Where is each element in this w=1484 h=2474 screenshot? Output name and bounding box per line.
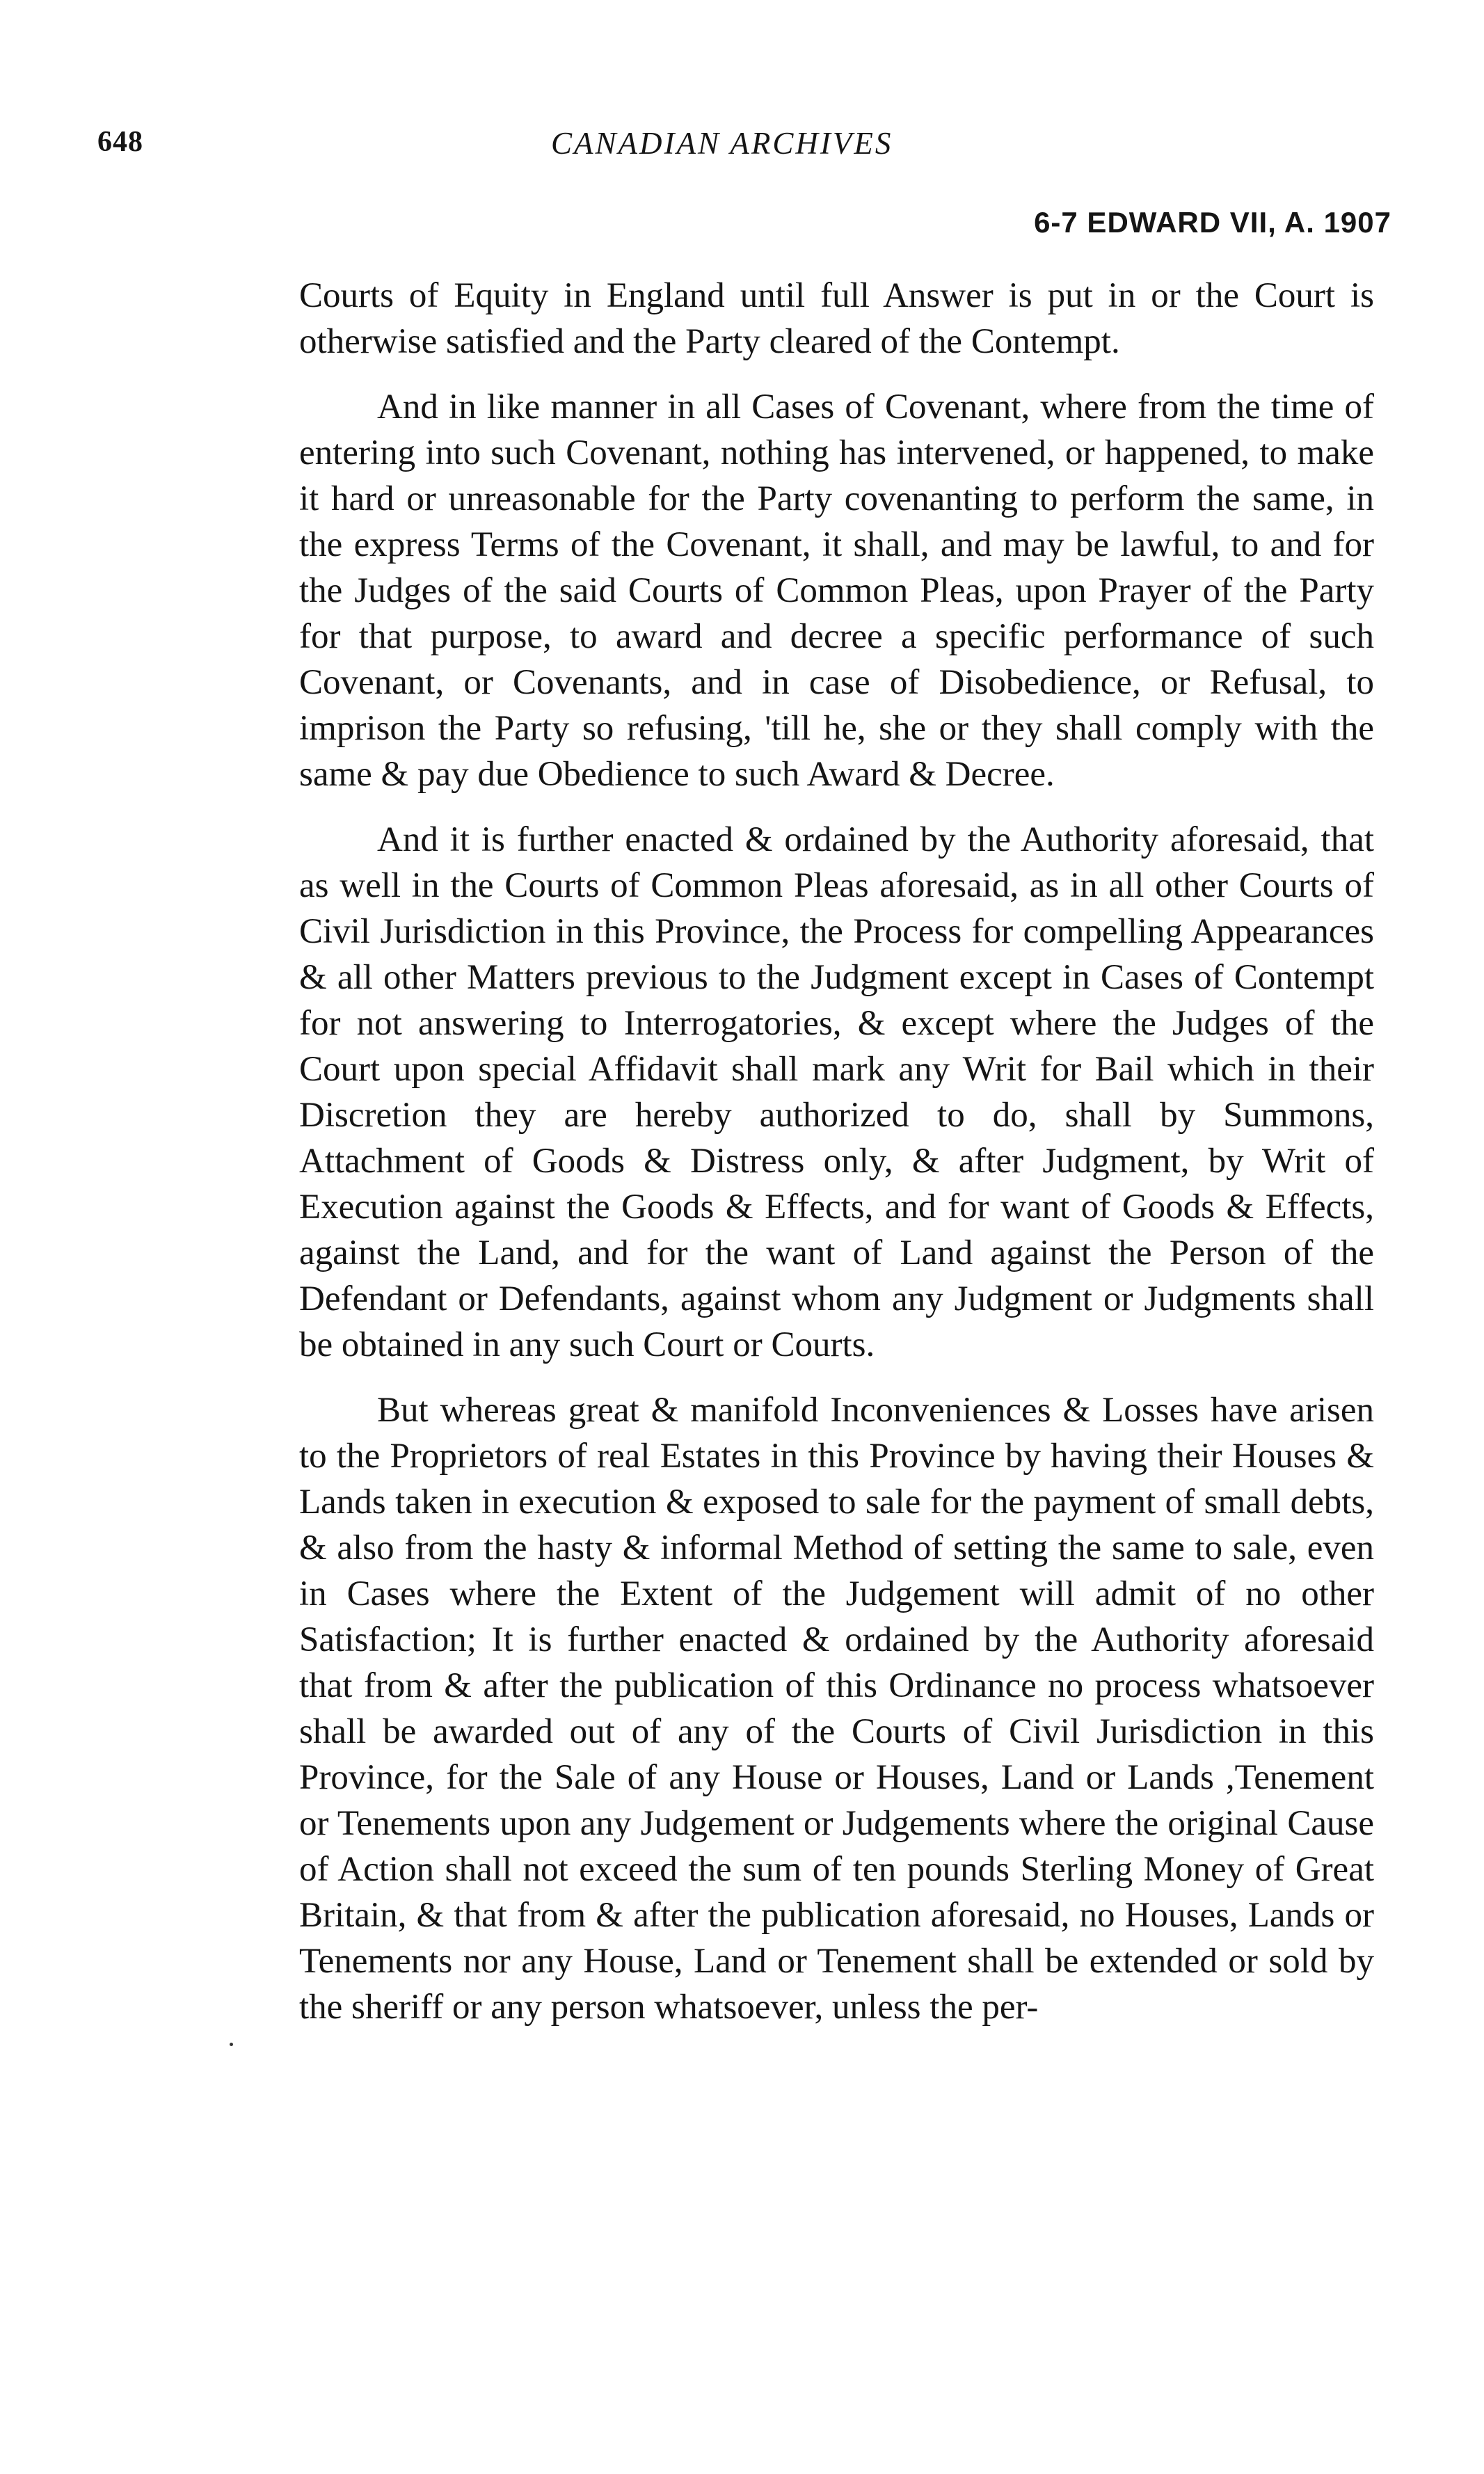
edition-label: 6-7 EDWARD VII, A. 1907 (1034, 206, 1391, 239)
page-number: 648 (97, 126, 143, 158)
paragraph-covenant: And in like manner in all Cases of Covenant, where from the time of entering into such Covenant, nothing has intervened, or happened, to make it hard or unreasonable for the Party covenanting to perform the same, in the express Terms of the Covenant, it shall, and may be lawful, to and for the Judges of the said Courts of Common Pleas, upon Prayer of the Party for that purpose, to award and decree a specific performance of such Covenant, or Covenants, and in case of Disobedience, or Refusal, to imprison the Party so refusing, 'till he, she or they shall comply with the same & pay due Obedience to such Award & Decree. (299, 388, 1374, 794)
body-text (299, 273, 1374, 2050)
paragraph-continuation: Courts of Equity in England until full Answer is put in or the Court is otherwise satisfied and the Party cleared of the Contempt. (299, 276, 1374, 361)
paragraph-real-estates: But whereas great & manifold Inconveniences & Losses have arisen to the Proprietors of real Estates in this Province by having their Houses & Lands taken in execution & exposed to sale for the payment of small debts, & also from the hasty & informal Method of setting the same to sale, even in Cases where the Extent of the Judgement will admit of no other Satisfaction; It is further enacted & ordained by the Authority aforesaid that from & after the publication of this Ordinance no process whatsoever shall be awarded out of any of the Courts of Civil Jurisdiction in this Province, for the Sale of any House or Houses, Land or Lands ,Tenement or Tenements upon any Judgement or Judgements where the original Cause of Action shall not exceed the sum of ten pounds Sterling Money of Great Britain, & that from & after the publication aforesaid, no Houses, Lands or Tenements nor any House, Land or Tenement shall be extended or sold by the sheriff or any person whatsoever, unless the per- (299, 1391, 1374, 2027)
paragraph-process: And it is further enacted & ordained by the Authority aforesaid, that as well in the Courts of Common Pleas aforesaid, as in all other Courts of Civil Jurisdiction in this Province, the Process for compelling Appearances & all other Matters previous to the Judgment except in Cases of Contempt for not answering to Interrogatories, & except where the Judges of the Court upon special Affidavit shall mark any Writ for Bail which in their Discretion they are hereby authorized to do, shall by Summons, Attachment of Goods & Distress only, & after Judgment, by Writ of Execution against the Goods & Effects, and for want of Goods & Effects, against the Land, and for the want of Land against the Person of the Defendant or Defendants, against whom any Judgment or Judgments shall be obtained in any such Court or Courts. (299, 820, 1374, 1364)
stray-ink-mark (230, 2043, 233, 2046)
running-title: CANADIAN ARCHIVES (551, 126, 893, 161)
